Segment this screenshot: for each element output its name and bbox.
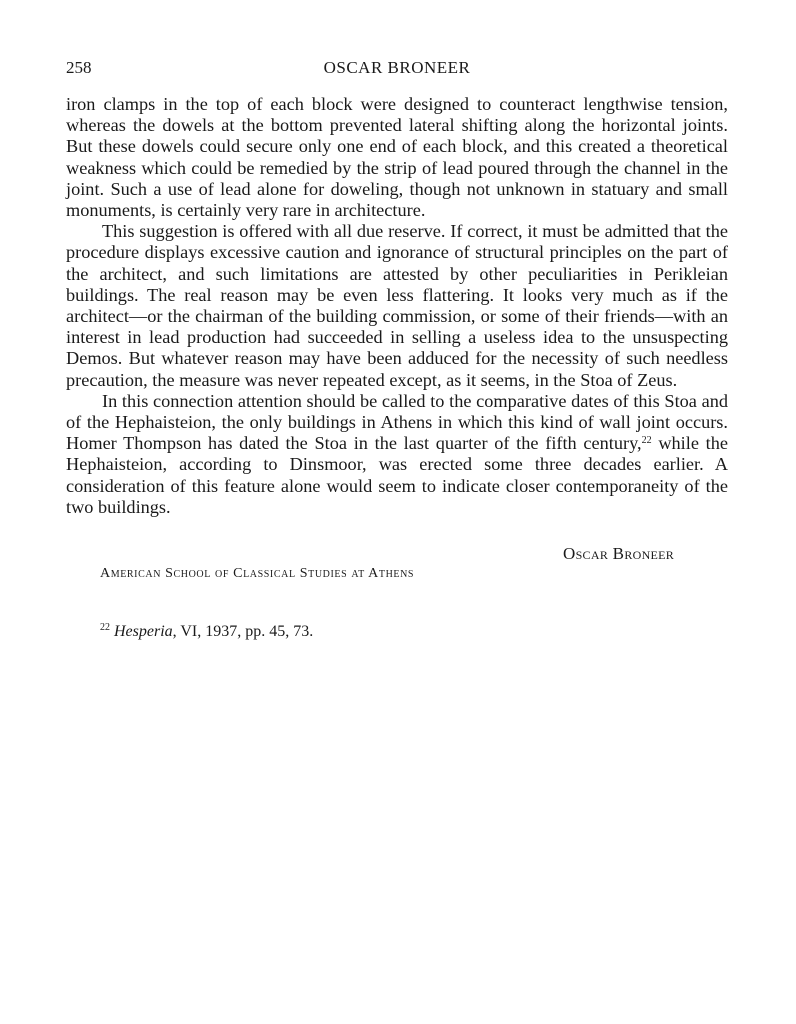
- paragraph-suggestion: This suggestion is offered with all due reserve. If correct, it must be admitted that the procedure displays excessive caution and ignorance of structural principles on the part of the architect, and such limitations are attested by other peculiarities in Perikleian buildings. The real reason may be even less flattering. It looks very much as if the architect—or the chairman of the building commission, or some of their friends—with an interest in lead production had succeeded in selling a useless idea to the unsuspecting Demos. But whatever reason may have been adduced for the necessity of such needless precaution, the measure was never repeated except, as it seems, in the Stoa of Zeus.: [66, 221, 728, 390]
- paragraph-continuation: iron clamps in the top of each block were designed to counteract lengthwise tension, whereas the dowels at the bottom prevented lateral shifting along the horizontal joints. But these dowels could secure only one end of each block, and this created a theoretical weakness which could be remedied by the strip of lead poured through the channel in the joint. Such a use of lead alone for doweling, though not unknown in statuary and small monuments, is certainly very rare in architecture.: [66, 94, 728, 221]
- author-affiliation: American School of Classical Studies at Athens: [100, 566, 415, 581]
- footnote-journal: Hesperia: [114, 623, 173, 640]
- footnote-reference[interactable]: 22: [641, 435, 652, 447]
- footnote: [100, 623, 313, 641]
- author-signature: Oscar Broneer: [563, 544, 675, 563]
- footnote-number: 22: [100, 622, 110, 633]
- footnote-citation: , VI, 1937, pp. 45, 73.: [172, 623, 314, 640]
- paragraph-dates-text-start: In this connection attention should be called to the comparative dates of this Stoa and of the Hephaisteion, the only buildings in Athens in which this kind of wall joint occurs. Homer Thompson has dated the Stoa in the last quarter of the fifth century,: [66, 390, 728, 454]
- running-head: [66, 58, 728, 82]
- article-body: [66, 94, 728, 518]
- running-title: OSCAR BRONEER: [323, 58, 471, 77]
- paragraph-dates: [66, 391, 728, 518]
- page-number: 258: [66, 58, 92, 77]
- paragraph-dates-text-end: while the Hephaisteion, according to Dinsmoor, was erected some three decades earlier. A consideration of this feature alone would seem to indicate closer contemporaneity of the two buildings.: [66, 433, 728, 517]
